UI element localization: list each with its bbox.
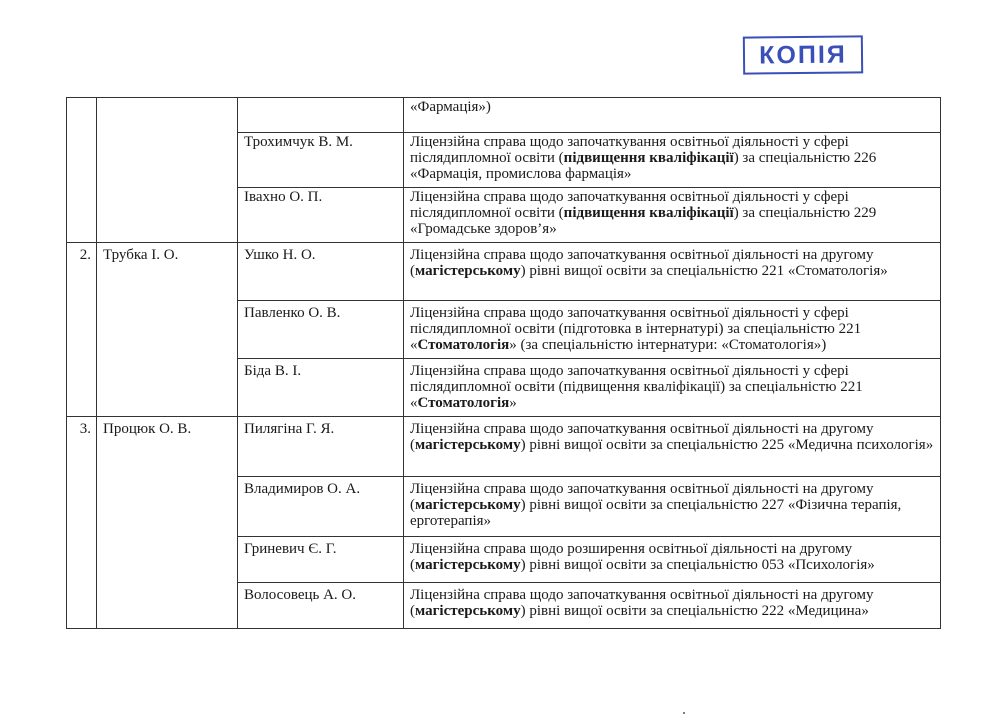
description-segment: ) рівні вищої освіти за спеціальністю 225 «Медична психологія» xyxy=(520,437,934,453)
expert-name: Волосовець А. О. xyxy=(238,583,404,629)
description-segment: Ліцензійна справа щодо започаткування освітньої діяльності у сфері післядипломної освіти (підготовка в інтернатурі) за спеціальністю 221 « xyxy=(410,305,862,353)
description-segment: Ліцензійна справа щодо започаткування освітньої діяльності у сфері післядипломної освіти ( xyxy=(410,189,849,221)
scan-speck xyxy=(683,712,685,714)
description-segment: ) рівні вищої освіти за спеціальністю 222 «Медицина» xyxy=(520,603,869,619)
description-bold-segment: магістерському xyxy=(415,437,521,453)
expert-name: Пилягіна Г. Я. xyxy=(238,417,404,477)
row-number: 2. xyxy=(67,243,97,417)
description-segment: Ліцензійна справа щодо започаткування освітньої діяльності на другому ( xyxy=(410,481,874,513)
description-bold-segment: Стоматологія xyxy=(417,337,510,353)
row-number xyxy=(67,98,97,243)
table-row xyxy=(67,98,941,133)
expert-name: Трохимчук В. М. xyxy=(238,133,404,188)
description-segment: «Фармація») xyxy=(410,99,491,115)
kopiia-stamp: КОПІЯ xyxy=(743,35,863,74)
expert-name: Біда В. І. xyxy=(238,359,404,417)
expert-name: Івахно О. П. xyxy=(238,188,404,243)
description-segment: ) за спеціальністю 226 «Фармація, промислова фармація» xyxy=(410,150,877,182)
description-bold-segment: підвищення кваліфікації xyxy=(563,150,734,166)
case-description xyxy=(404,359,941,417)
table-row xyxy=(67,417,941,477)
expert-name: Владимиров О. А. xyxy=(238,477,404,537)
description-segment: ) рівні вищої освіти за спеціальністю 221 «Стоматологія» xyxy=(520,263,888,279)
description-bold-segment: магістерському xyxy=(415,557,521,573)
responsible-person: Процюк О. В. xyxy=(97,417,238,629)
description-bold-segment: підвищення кваліфікації xyxy=(563,205,734,221)
table-body xyxy=(67,98,941,629)
case-description xyxy=(404,583,941,629)
case-description xyxy=(404,301,941,359)
description-segment: ) рівні вищої освіти за спеціальністю 053 «Психологія» xyxy=(520,557,875,573)
case-description xyxy=(404,133,941,188)
table-row xyxy=(67,243,941,301)
description-segment: Ліцензійна справа щодо започаткування освітньої діяльності у сфері післядипломної освіти ( xyxy=(410,134,849,166)
responsible-person xyxy=(97,98,238,243)
case-description xyxy=(404,98,941,133)
case-description xyxy=(404,417,941,477)
row-number: 3. xyxy=(67,417,97,629)
description-bold-segment: магістерському xyxy=(415,263,521,279)
responsible-person: Трубка І. О. xyxy=(97,243,238,417)
description-segment: Ліцензійна справа щодо розширення освітньої діяльності на другому ( xyxy=(410,541,853,573)
expert-name: Ушко Н. О. xyxy=(238,243,404,301)
expert-name xyxy=(238,98,404,133)
case-description xyxy=(404,477,941,537)
case-description xyxy=(404,243,941,301)
case-description xyxy=(404,537,941,583)
expert-name: Павленко О. В. xyxy=(238,301,404,359)
description-segment: ) за спеціальністю 229 «Громадське здоров’я» xyxy=(410,205,877,237)
description-segment: » xyxy=(509,395,517,411)
description-bold-segment: магістерському xyxy=(415,603,521,619)
case-description xyxy=(404,188,941,243)
description-segment: Ліцензійна справа щодо започаткування освітньої діяльності на другому ( xyxy=(410,421,874,453)
description-segment: ) рівні вищої освіти за спеціальністю 227 «Фізична терапія, ерготерапія» xyxy=(410,497,902,529)
description-bold-segment: магістерському xyxy=(415,497,521,513)
license-cases-table xyxy=(66,97,941,629)
expert-name: Гриневич Є. Г. xyxy=(238,537,404,583)
description-segment: Ліцензійна справа щодо започаткування освітньої діяльності на другому ( xyxy=(410,587,874,619)
description-bold-segment: Стоматологія xyxy=(417,395,510,411)
description-segment: Ліцензійна справа щодо започаткування освітньої діяльності у сфері післядипломної освіти (підвищення кваліфікації) за спеціальністю 221 « xyxy=(410,363,863,411)
description-segment: » (за спеціальністю інтернатури: «Стоматологія») xyxy=(509,337,827,353)
description-segment: Ліцензійна справа щодо започаткування освітньої діяльності на другому ( xyxy=(410,247,874,279)
